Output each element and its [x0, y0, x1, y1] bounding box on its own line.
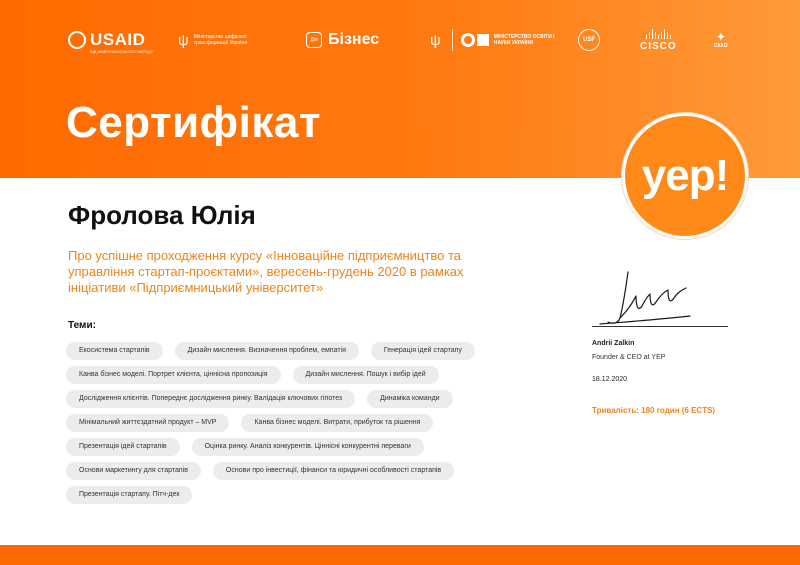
ckko-icon: ✦: [715, 30, 726, 44]
topic-chip: Презентація ідей стартапів: [66, 438, 180, 456]
signer-name: Andrii Zalkin: [592, 340, 635, 347]
topic-chip: Дослідження клієнтів. Попереднє дослідження ринку. Валідація ключових гіпотез: [66, 390, 355, 408]
yep-badge-text: yep!: [641, 151, 729, 200]
footer-bar: [0, 545, 800, 565]
cisco-wordmark: CISCO: [640, 40, 677, 52]
usf-logo: [578, 22, 600, 58]
ckko-wordmark: СККО: [714, 43, 728, 49]
cisco-logo: [640, 22, 677, 58]
trident-icon: ψ: [430, 31, 441, 49]
yep-badge: [622, 113, 748, 239]
mon-divider: [452, 29, 453, 51]
topic-chip: Канва бізнес моделі. Портрет клієнта, ціннісна пропозиція: [66, 366, 281, 384]
usf-badge: USF: [578, 29, 600, 51]
ministry-digital-name: Міністерство цифрової трансформації України: [193, 34, 248, 46]
course-duration: Тривалість: 180 годин (6 ECTS): [592, 406, 716, 415]
signer-role: Founder & CEO at YEP: [592, 354, 666, 361]
topic-chip: Дизайн мислення. Пошук і вибір ідей: [293, 366, 439, 384]
student-name: Фролова Юлія: [68, 200, 256, 230]
diia-mark: Дія: [306, 32, 322, 48]
trident-icon: ψ: [178, 31, 189, 49]
biznes-wordmark: Бізнес: [328, 31, 380, 48]
usaid-tagline: ВІД АМЕРИКАНСЬКОГО НАРОДУ: [90, 49, 154, 54]
topic-chip: Оцінка ринку. Аналіз конкурентів. Ціннісні конкурентні переваги: [192, 438, 424, 456]
partner-logos: [0, 22, 800, 58]
usaid-wordmark: USAID: [90, 30, 146, 49]
course-description: Про успішне проходження курсу «Інноваційне підприємництво та управління стартап-проєктами», вересень-грудень 2020 в рамках ініціативи «Підприємницький університет»: [68, 248, 464, 295]
ministry-digital-logo: [178, 22, 266, 58]
signature-image: [594, 268, 714, 328]
cisco-bars-icon: [646, 29, 672, 39]
certificate-title: Сертифікат: [66, 98, 321, 147]
mon-logo: [430, 22, 558, 58]
topic-chip: Дизайн мислення. Визначення проблем, емпатія: [175, 342, 359, 360]
usaid-logo: [68, 22, 154, 58]
topic-chip: Динаміка команди: [367, 390, 452, 408]
ckko-logo: [714, 22, 728, 58]
topic-chip: Презентація стартапу. Пітч-дек: [66, 486, 192, 504]
topic-chip: Мінімальний життєздатний продукт – MVP: [66, 414, 229, 432]
topic-chip: Основи про інвестиції, фінанси та юридичні особливості стартапів: [213, 462, 454, 480]
issue-date: 18.12.2020: [592, 376, 628, 383]
topics-label: Теми:: [68, 320, 96, 331]
signature-line: [592, 326, 728, 327]
diia-biznes-logo: [306, 22, 379, 58]
mon-name: МІНІСТЕРСТВО ОСВІТИ І НАУКИ УКРАЇНИ: [493, 34, 555, 46]
usaid-seal-icon: [68, 31, 86, 49]
mon-circle-icon: [461, 33, 475, 47]
topic-chip: Екосистема стартапів: [66, 342, 163, 360]
mon-square-icon: [477, 34, 489, 46]
topic-chip: Основи маркетингу для стартапів: [66, 462, 201, 480]
topic-chip: Канва бізнес моделі. Витрати, прибуток та рішення: [241, 414, 433, 432]
topic-chip: Генерація ідей стартапу: [371, 342, 475, 360]
topics-list: [66, 342, 546, 504]
